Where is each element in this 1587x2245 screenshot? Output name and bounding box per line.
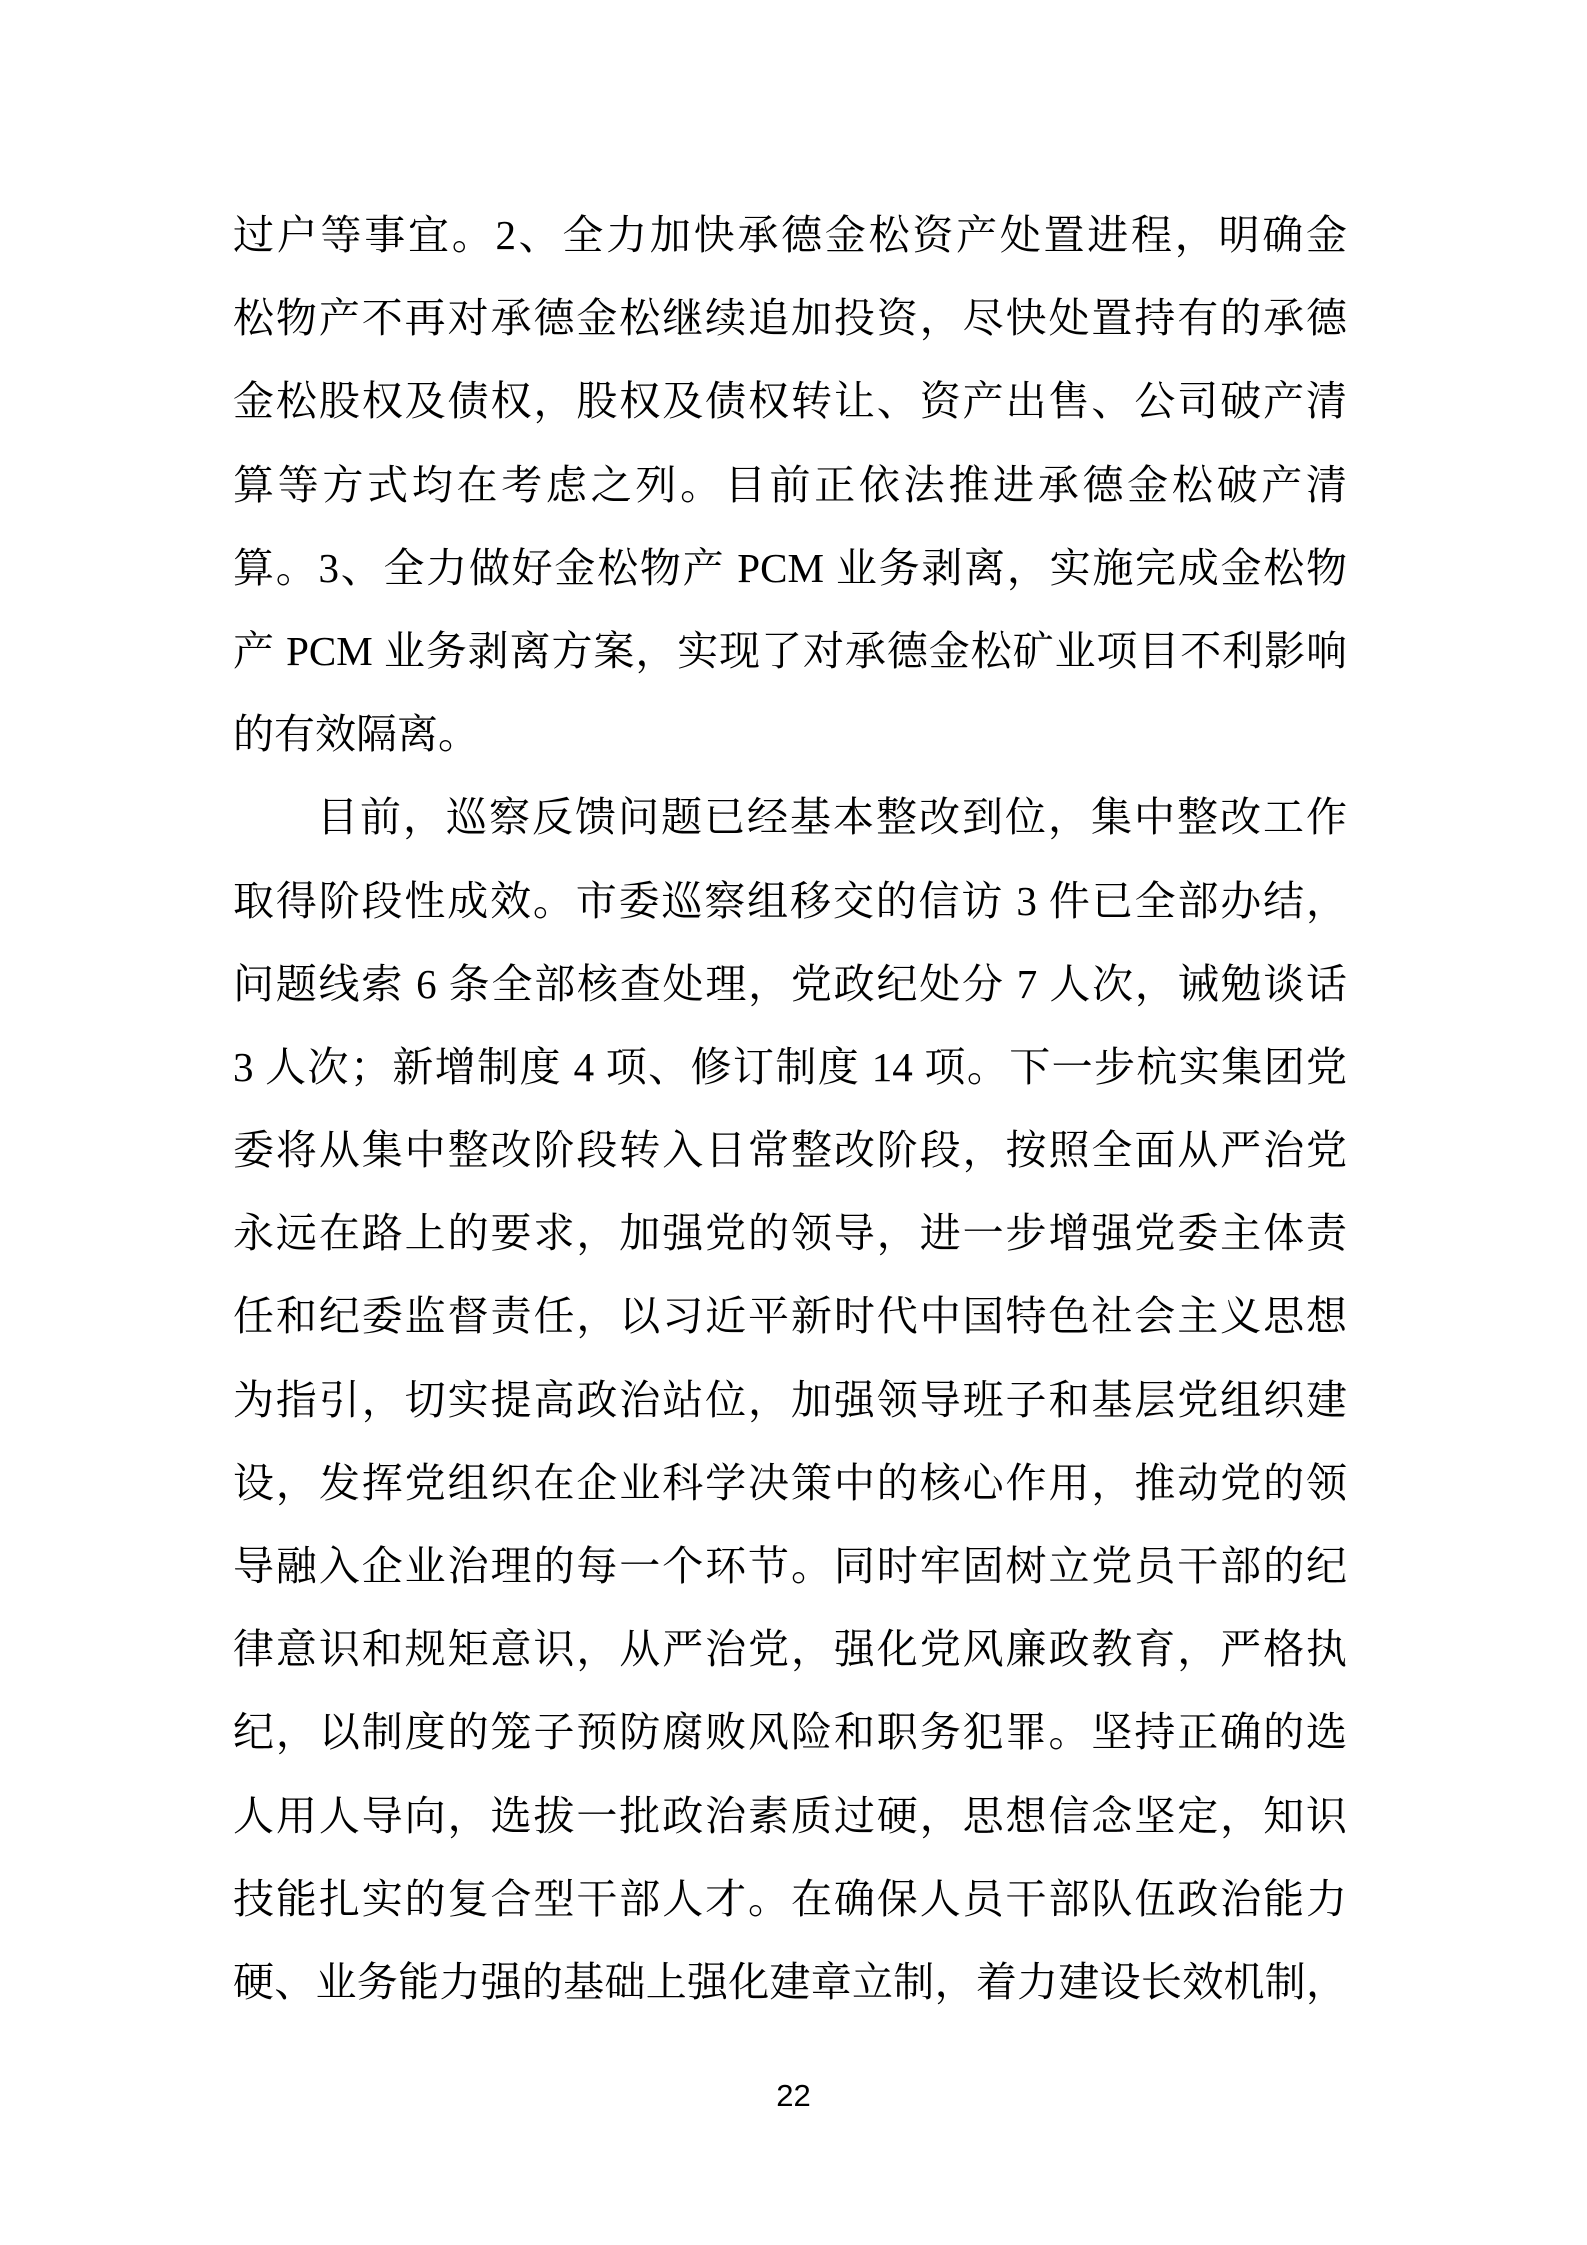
text-line: 算等方式均在考虑之列。目前正依法推进承德金松破产清 <box>233 461 1347 508</box>
text-line: 的有效隔离。 <box>233 711 479 758</box>
text-line: 设，发挥党组织在企业科学决策中的核心作用，推动党的领 <box>233 1459 1347 1506</box>
text-line: 委将从集中整改阶段转入日常整改阶段，按照全面从严治党 <box>233 1127 1347 1174</box>
text-line: 为指引，切实提高政治站位，加强领导班子和基层党组织建 <box>233 1376 1347 1423</box>
page-number: 22 <box>776 2078 811 2113</box>
text-line: 任和纪委监督责任，以习近平新时代中国特色社会主义思想 <box>233 1293 1347 1340</box>
text-line: 纪，以制度的笼子预防腐败风险和职务犯罪。坚持正确的选 <box>233 1709 1347 1756</box>
text-line: 3 人次；新增制度 4 项、修订制度 14 项。下一步杭实集团党 <box>233 1043 1347 1090</box>
text-line: 导融入企业治理的每一个环节。同时牢固树立党员干部的纪 <box>233 1543 1347 1589</box>
text-line: 产 PCM 业务剥离方案，实现了对承德金松矿业项目不利影响 <box>233 627 1347 674</box>
text-line: 律意识和规矩意识，从严治党，强化党风廉政教育，严格执 <box>233 1626 1347 1673</box>
text-line: 硬、业务能力强的基础上强化建章立制，着力建设长效机制， <box>233 1958 1347 2005</box>
text-line: 永远在路上的要求，加强党的领导，进一步增强党委主体责 <box>233 1210 1347 1257</box>
text-line: 问题线索 6 条全部核查处理，党政纪处分 7 人次，诫勉谈话 <box>233 960 1347 1007</box>
text-line: 松物产不再对承德金松继续追加投资，尽快处置持有的承德 <box>233 295 1347 342</box>
text-line: 技能扎实的复合型干部人才。在确保人员干部队伍政治能力 <box>233 1875 1347 1922</box>
body-text <box>233 194 1347 2024</box>
text-line: 人用人导向，选拔一批政治素质过硬，思想信念坚定，知识 <box>233 1792 1347 1839</box>
text-line: 目前，巡察反馈问题已经基本整改到位，集中整改工作 <box>317 794 1347 841</box>
text-line: 金松股权及债权，股权及债权转让、资产出售、公司破产清 <box>233 378 1347 425</box>
text-line: 算。3、全力做好金松物产 PCM 业务剥离，实施完成金松物 <box>233 544 1347 591</box>
text-line: 过户等事宜。2、全力加快承德金松资产处置进程，明确金 <box>233 212 1347 258</box>
text-line: 取得阶段性成效。市委巡察组移交的信访 3 件已全部办结， <box>233 877 1347 924</box>
